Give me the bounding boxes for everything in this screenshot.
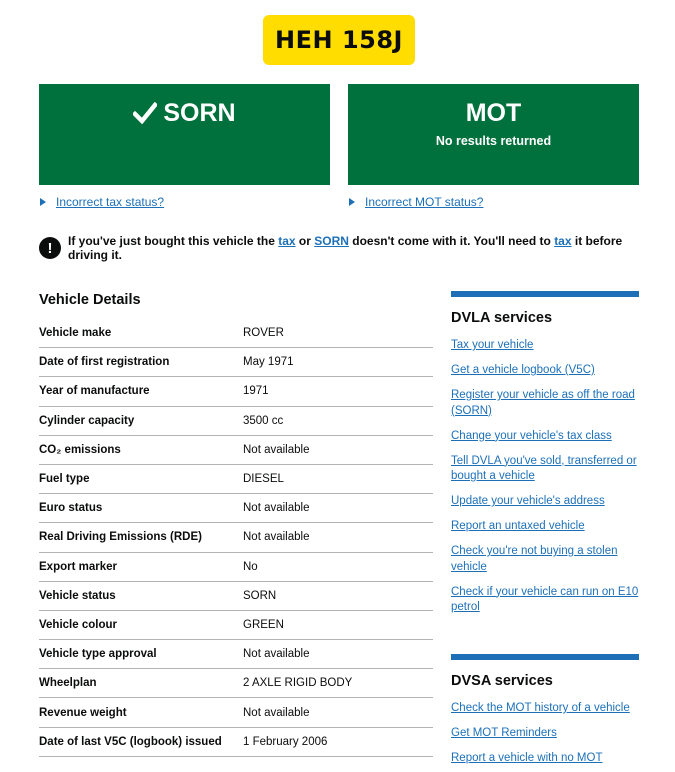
detail-value: May 1971 bbox=[243, 356, 294, 369]
detail-value: 3500 cc bbox=[243, 414, 284, 427]
tick-icon bbox=[133, 102, 157, 124]
dvla-service-link[interactable]: Tax your vehicle bbox=[451, 339, 534, 351]
triangle-right-icon bbox=[40, 198, 46, 206]
detail-label: Cylinder capacity bbox=[39, 414, 135, 427]
detail-row bbox=[39, 698, 433, 727]
detail-value: Not available bbox=[243, 531, 310, 544]
warning-message: If you've just bought this vehicle the tax or SORN doesn't come with it. You'll need to tax it before driving it. bbox=[68, 234, 623, 262]
tax-status-panel bbox=[39, 84, 330, 185]
detail-row bbox=[39, 728, 433, 757]
dvla-service-link[interactable]: Report an untaxed vehicle bbox=[451, 520, 585, 532]
vehicle-details bbox=[39, 292, 433, 757]
detail-value: GREEN bbox=[243, 618, 284, 631]
detail-row bbox=[39, 611, 433, 640]
detail-value: Not available bbox=[243, 706, 310, 719]
dvsa-service-link[interactable]: Get MOT Reminders bbox=[451, 727, 557, 739]
incorrect-tax-status-label[interactable]: Incorrect tax status? bbox=[56, 195, 165, 209]
dvla-service-link[interactable]: Change your vehicle's tax class bbox=[451, 429, 612, 442]
tax-link[interactable]: tax bbox=[278, 234, 296, 248]
detail-value: Not available bbox=[243, 502, 310, 515]
dvla-service-link[interactable]: Tell DVLA you've sold, transferred or bought a vehicle bbox=[451, 454, 637, 482]
detail-row bbox=[39, 465, 433, 494]
detail-row bbox=[39, 348, 433, 377]
detail-value: DIESEL bbox=[243, 473, 284, 486]
detail-row bbox=[39, 377, 433, 406]
dvla-service-link[interactable]: Check if your vehicle can run on E10 petrol bbox=[451, 585, 639, 613]
tax-link-2[interactable]: tax bbox=[554, 234, 572, 248]
warning-icon: ! bbox=[39, 237, 61, 259]
detail-label: Euro status bbox=[39, 502, 103, 515]
mot-status-subtitle: No results returned bbox=[435, 134, 552, 148]
dvla-links bbox=[451, 338, 639, 616]
sorn-link[interactable]: SORN bbox=[314, 234, 349, 248]
dvsa-services-title: DVSA services bbox=[451, 673, 553, 689]
incorrect-mot-status-link[interactable] bbox=[348, 195, 483, 209]
dvla-services-title: DVLA services bbox=[451, 310, 553, 326]
dvsa-service-link[interactable]: Check the MOT history of a vehicle bbox=[451, 702, 630, 714]
detail-label: Vehicle make bbox=[39, 327, 112, 340]
detail-row bbox=[39, 436, 433, 465]
detail-row bbox=[39, 669, 433, 698]
mot-status-title: MOT bbox=[465, 99, 522, 127]
detail-label: Date of first registration bbox=[39, 356, 170, 369]
dvsa-service-link[interactable]: Report a vehicle with no MOT bbox=[451, 752, 603, 764]
detail-label: Year of manufacture bbox=[39, 385, 150, 398]
detail-value: SORN bbox=[243, 589, 277, 602]
vehicle-details-list bbox=[39, 319, 433, 757]
dvla-service-link[interactable]: Register your vehicle as off the road (SORN) bbox=[451, 389, 635, 417]
dvsa-services bbox=[451, 654, 639, 772]
tax-status-title: SORN bbox=[163, 99, 236, 127]
dvla-service-link[interactable]: Update your vehicle's address bbox=[451, 495, 605, 507]
detail-label: CO₂ emissions bbox=[39, 443, 121, 456]
detail-label: Vehicle type approval bbox=[39, 648, 157, 661]
detail-label: Revenue weight bbox=[39, 706, 127, 719]
detail-label: Vehicle colour bbox=[39, 618, 117, 631]
warning-text bbox=[39, 234, 649, 262]
detail-row bbox=[39, 582, 433, 611]
triangle-right-icon bbox=[349, 198, 355, 206]
detail-row bbox=[39, 494, 433, 523]
mot-status-panel bbox=[348, 84, 639, 185]
detail-row bbox=[39, 523, 433, 552]
detail-row bbox=[39, 553, 433, 582]
detail-row bbox=[39, 640, 433, 669]
vehicle-details-title: Vehicle Details bbox=[39, 292, 141, 308]
detail-label: Wheelplan bbox=[39, 677, 97, 690]
dvla-divider bbox=[451, 291, 639, 297]
detail-row bbox=[39, 407, 433, 436]
dvsa-divider bbox=[451, 654, 639, 660]
detail-value: No bbox=[243, 560, 258, 573]
dvla-service-link[interactable]: Check you're not buying a stolen vehicle bbox=[451, 545, 618, 573]
detail-value: ROVER bbox=[243, 327, 284, 340]
detail-label: Date of last V5C (logbook) issued bbox=[39, 735, 222, 748]
dvsa-links bbox=[451, 701, 639, 767]
detail-value: Not available bbox=[243, 443, 310, 456]
incorrect-tax-status-link[interactable] bbox=[39, 195, 164, 209]
detail-value: 1 February 2006 bbox=[243, 735, 328, 748]
detail-value: 1971 bbox=[243, 385, 269, 398]
incorrect-mot-status-label[interactable]: Incorrect MOT status? bbox=[365, 195, 484, 209]
detail-label: Fuel type bbox=[39, 473, 90, 486]
detail-label: Real Driving Emissions (RDE) bbox=[39, 531, 202, 544]
detail-value: 2 AXLE RIGID BODY bbox=[243, 677, 353, 690]
detail-value: Not available bbox=[243, 648, 310, 661]
detail-label: Export marker bbox=[39, 560, 117, 573]
detail-row bbox=[39, 319, 433, 348]
number-plate: HEH 158J bbox=[263, 15, 415, 65]
detail-label: Vehicle status bbox=[39, 589, 116, 602]
dvla-service-link[interactable]: Get a vehicle logbook (V5C) bbox=[451, 364, 595, 376]
dvla-services bbox=[451, 291, 639, 625]
